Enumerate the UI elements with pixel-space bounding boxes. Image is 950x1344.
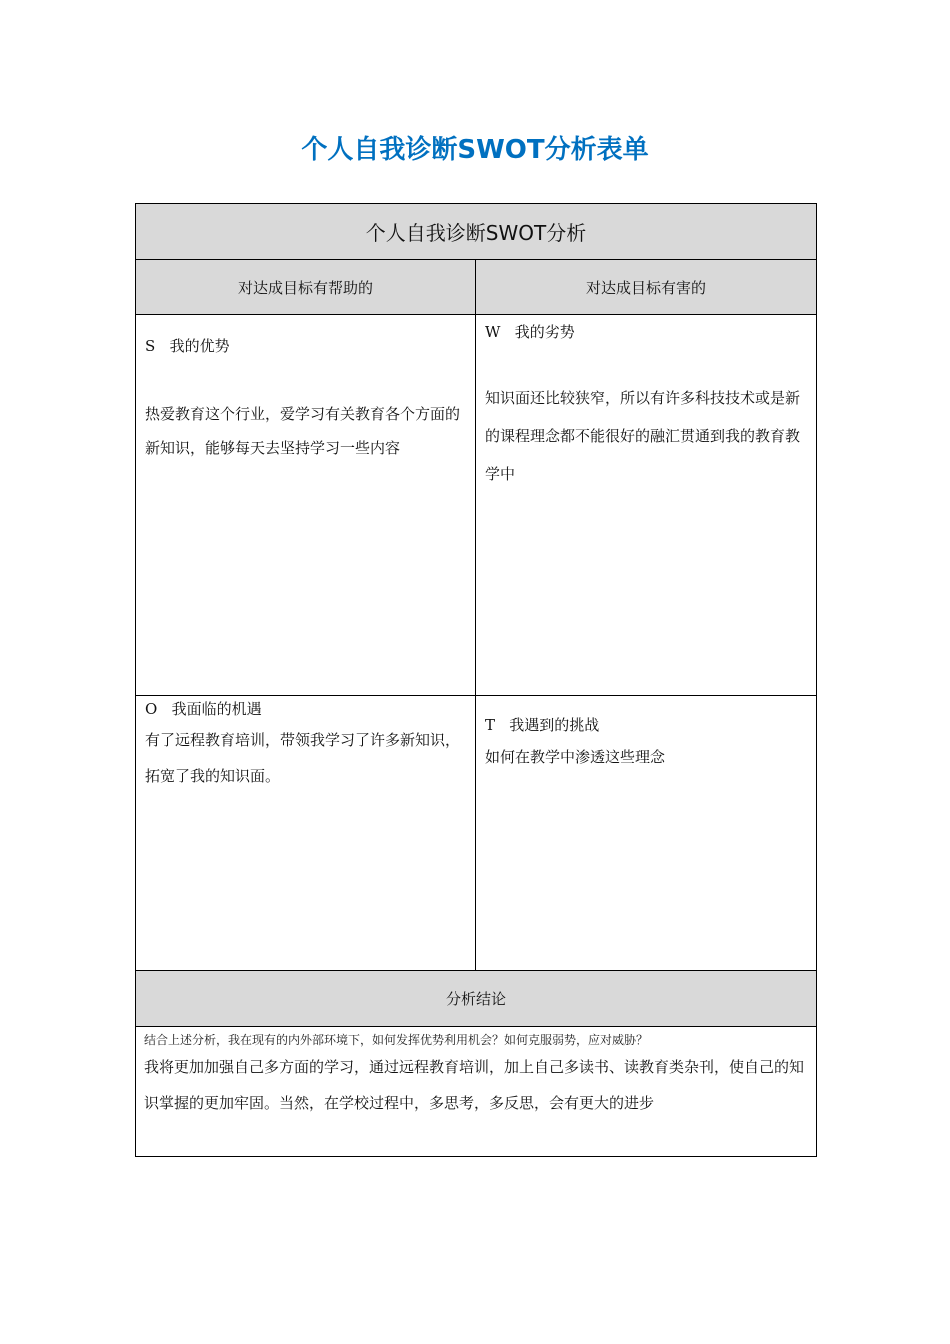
opportunities-heading: O 我面临的机遇 [145, 700, 262, 718]
conclusion-text: 我将更加加强自己多方面的学习，通过远程教育培训，加上自己多读书、读教育类杂刊，使自己的知识掌握的更加牢固。当然，在学校过程中，多思考，多反思，会有更大的进步 [144, 1058, 805, 1112]
table-header: 个人自我诊断SWOT分析 [136, 204, 817, 260]
weaknesses-body: 知识面还比较狭窄，所以有许多科技技术或是新的课程理念都不能很好的融汇贯通到我的教育教学中 [485, 389, 801, 483]
threats-cell [476, 696, 817, 971]
swot-table [135, 203, 817, 1157]
strengths-heading: S 我的优势 [145, 337, 230, 355]
column-header-helpful: 对达成目标有帮助的 [136, 260, 476, 315]
strengths-cell [136, 315, 476, 696]
opportunities-cell [136, 696, 476, 971]
document-title: 个人自我诊断SWOT分析表单 [301, 135, 649, 165]
column-header-harmful: 对达成目标有害的 [476, 260, 817, 315]
opportunities-body: 有了远程教育培训，带领我学习了许多新知识，拓宽了我的知识面。 [145, 731, 461, 785]
weaknesses-heading: W 我的劣势 [485, 323, 575, 341]
strengths-body: 热爱教育这个行业，爱学习有关教育各个方面的新知识，能够每天去坚持学习一些内容 [145, 405, 461, 457]
conclusion-heading: 分析结论 [136, 971, 817, 1027]
threats-body: 如何在教学中渗透这些理念 [485, 748, 666, 766]
weaknesses-cell [476, 315, 817, 696]
conclusion-question: 结合上述分析，我在现有的内外部环境下，如何发挥优势利用机会？如何克服弱势，应对威胁？ [144, 1033, 649, 1047]
conclusion-cell [136, 1027, 817, 1157]
threats-heading: T 我遇到的挑战 [485, 716, 600, 734]
